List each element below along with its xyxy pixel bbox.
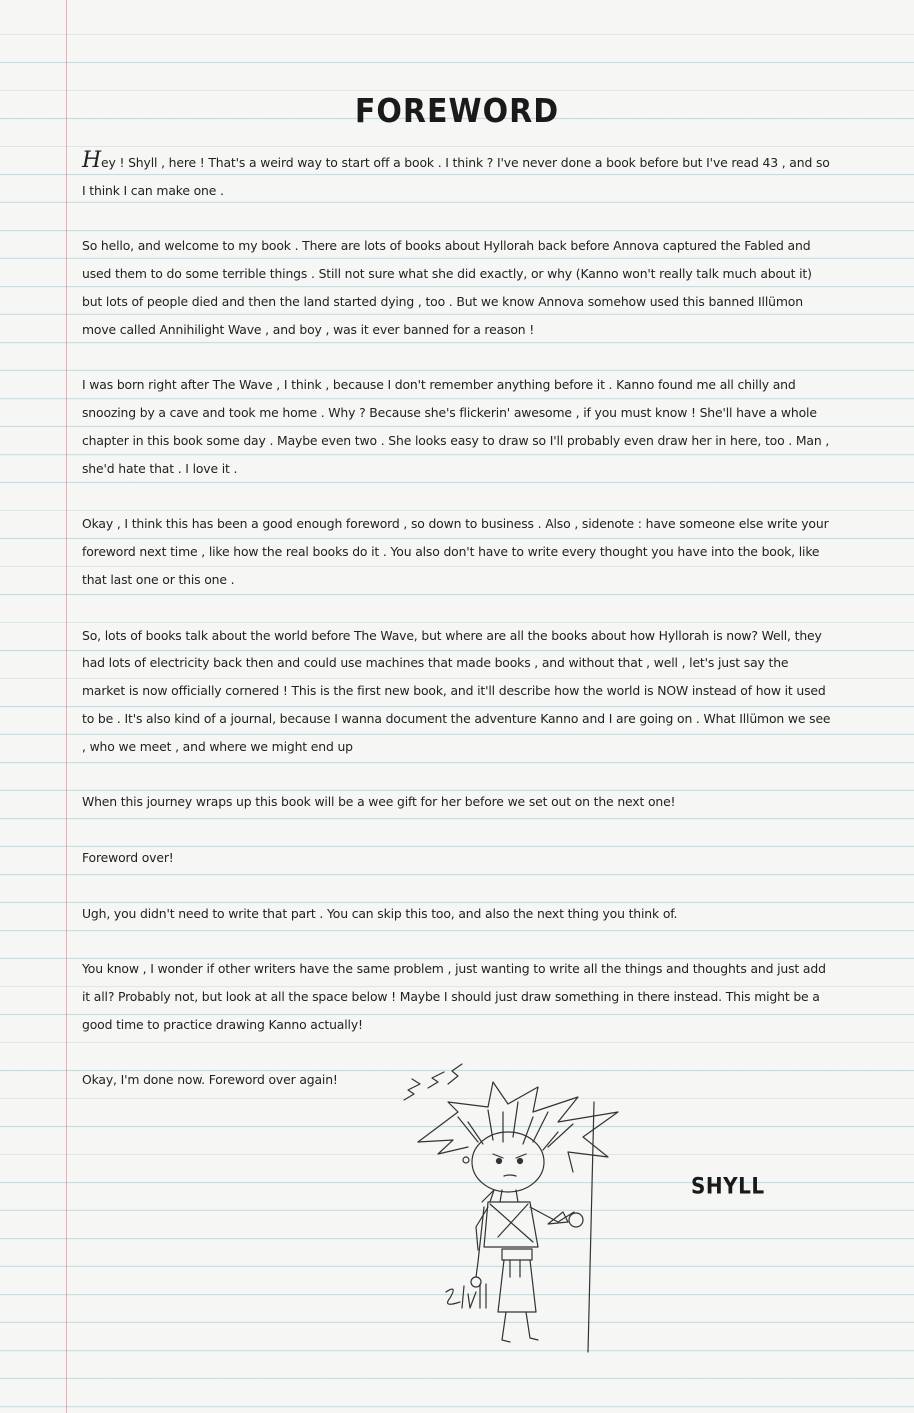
paragraph: Okay , I think this has been a good enough foreword , so down to business . Also , sidenote : have someone else write your foreword next time , like how the real books do it . You also don't have to write every thought you have into the book, like that last one or this one . <box>82 516 829 587</box>
paragraph: So hello, and welcome to my book . There are lots of books about Hyllorah back before Annova captured the Fabled and used them to do some terrible things . Still not sure what she did exactly, or why (Kanno won't really talk much about it) but lots of people died and then the land started dying , too . But we know Annova somehow used this banned Illümon move called Annihilight Wave , and boy , was it ever banned for a reason ! <box>82 238 812 337</box>
paragraph: Foreword over! <box>82 849 174 865</box>
paragraph: Okay, I'm done now. Foreword over again! <box>82 1072 338 1088</box>
paragraph <box>82 149 832 205</box>
paragraph: Ugh, you didn't need to write that part . You can skip this too, and also the next thing you think of. <box>82 905 678 921</box>
author-signature: SHYLL <box>691 1172 765 1200</box>
paragraph: You know , I wonder if other writers have the same problem , just wanting to write all the things and thoughts and just add it all? Probably not, but look at all the space below ! Maybe I should just draw something in there instead. This might be a good time to practice drawing Kanno actually! <box>82 961 826 1032</box>
paragraph: When this journey wraps up this book will be a wee gift for her before we set out on the next one! <box>82 794 676 810</box>
foreword-body <box>82 149 832 1122</box>
page-title: FOREWORD <box>354 92 560 131</box>
paragraph: So, lots of books talk about the world before The Wave, but where are all the books about how Hyllorah is now? Well, they had lots of electricity back then and could use machines that made books , and without that , well , let's just say the market is now officially cornered ! This is the first new book, and it'll describe how the world is NOW instead of how it used to be . It's also kind of a journal, because I wanna document the adventure Kanno and I are going on . What Illümon we see , who we meet , and where we might end up <box>82 627 831 754</box>
kanno-sketch <box>398 1062 638 1362</box>
paragraph: I was born right after The Wave , I think , because I don't remember anything before it . Kanno found me all chilly and snoozing by a cave and took me home . Why ? Because she's flickerin' awesome , if you must know ! She'll have a whole chapter in this book some day . Maybe even two . She looks easy to draw so I'll probably even draw her in here, too . Man , she'd hate that . I love it . <box>82 377 830 476</box>
paragraph-text: ey ! Shyll , here ! That's a weird way to start off a book . I think ? I've never done a book before but I've read 43 , and so I think I can make one . <box>82 155 830 198</box>
drop-cap: H <box>82 148 102 173</box>
margin-line <box>66 0 67 1413</box>
